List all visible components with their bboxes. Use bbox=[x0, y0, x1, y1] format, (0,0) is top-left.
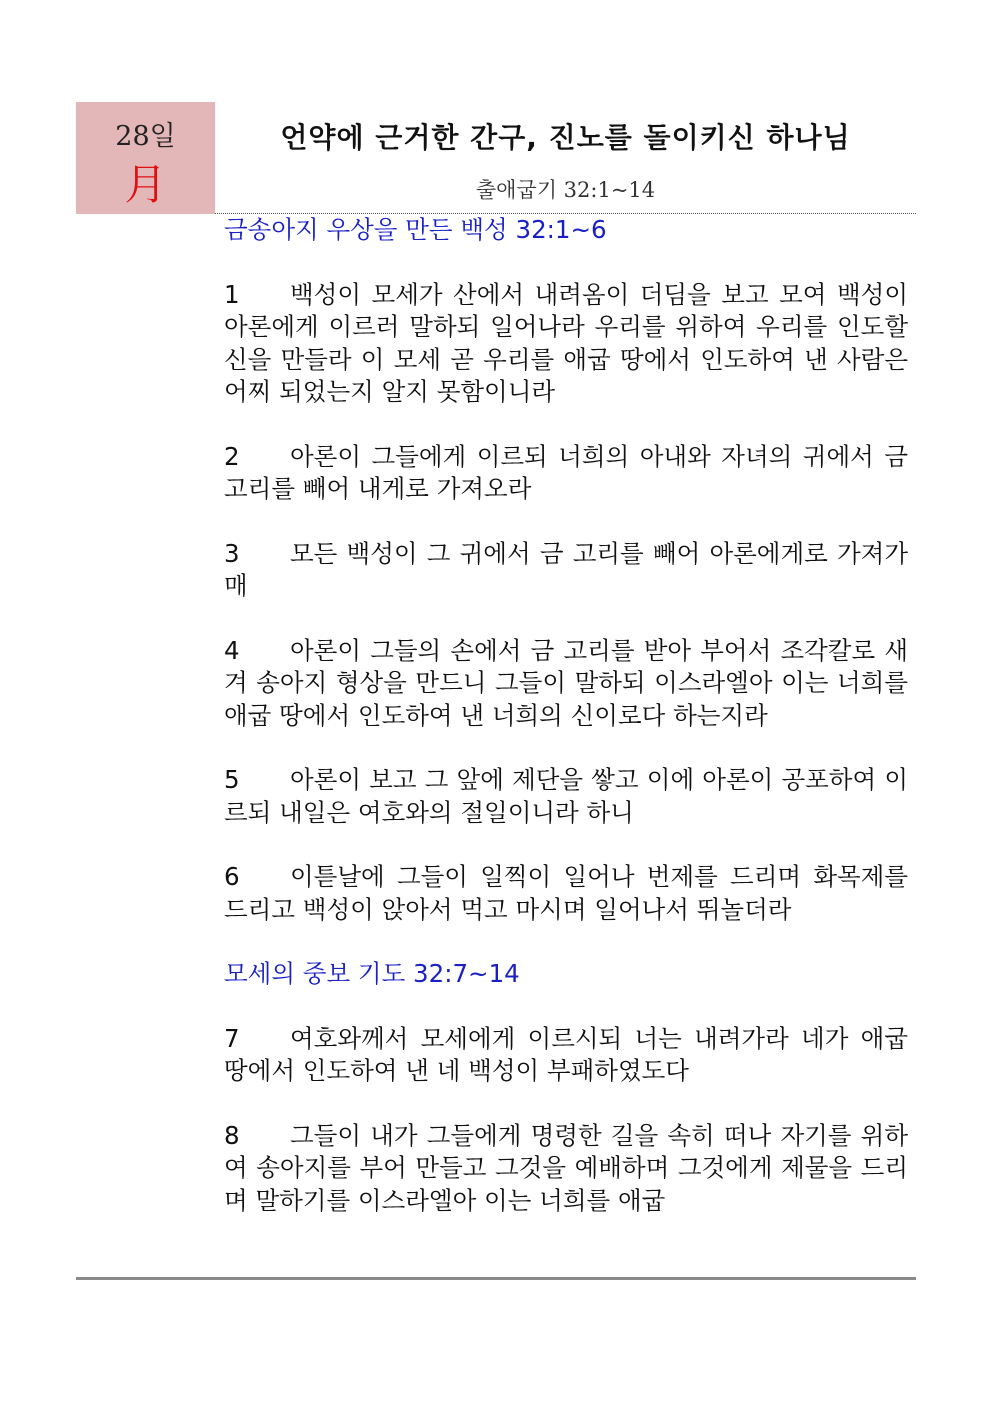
verse-number: 8 bbox=[224, 1120, 240, 1150]
verse bbox=[224, 441, 908, 506]
verse bbox=[224, 538, 908, 603]
date-box bbox=[76, 102, 215, 214]
verse-number: 7 bbox=[224, 1023, 240, 1053]
verse-text: 이튿날에 그들이 일찍이 일어나 번제를 드리며 화목제를 드리고 백성이 앉아서 먹고 마시며 일어나서 뛰놀더라 bbox=[224, 862, 908, 924]
section-heading: 금송아지 우상을 만든 백성 32:1~6 bbox=[224, 215, 607, 244]
verse bbox=[224, 279, 908, 409]
page-title: 언약에 근거한 간구, 진노를 돌이키신 하나님 bbox=[280, 121, 851, 154]
verse-text: 아론이 그들의 손에서 금 고리를 받아 부어서 조각칼로 새겨 송아지 형상을 만드니 그들이 말하되 이스라엘아 이는 너희를 애굽 땅에서 인도하여 낸 너희의 신이로다 하는지라 bbox=[224, 635, 908, 730]
verse-text: 여호와께서 모세에게 이르시되 너는 내려가라 네가 애굽 땅에서 인도하여 낸 네 백성이 부패하였도다 bbox=[224, 1023, 908, 1085]
verse bbox=[224, 1120, 908, 1218]
date-weekday: 月 bbox=[124, 160, 167, 209]
verse bbox=[224, 1023, 908, 1088]
verse-number: 5 bbox=[224, 765, 240, 794]
date-day: 28일 bbox=[115, 121, 176, 152]
verse-number: 2 bbox=[224, 441, 240, 471]
verse-number: 3 bbox=[224, 538, 240, 568]
verse-number: 6 bbox=[224, 862, 240, 891]
verse-number: 1 bbox=[224, 279, 240, 309]
verse bbox=[224, 635, 908, 733]
verse-text: 모든 백성이 그 귀에서 금 고리를 빼어 아론에게로 가져가매 bbox=[224, 538, 908, 600]
scripture-reference: 출애굽기 32:1~14 bbox=[475, 178, 656, 202]
footer-divider bbox=[76, 1277, 916, 1280]
verse-number: 4 bbox=[224, 635, 240, 665]
verse-text: 아론이 그들에게 이르되 너희의 아내와 자녀의 귀에서 금 고리를 빼어 내게로 가져오라 bbox=[224, 441, 908, 503]
scripture-content bbox=[224, 214, 908, 1217]
verse bbox=[224, 764, 908, 829]
verse bbox=[224, 861, 908, 926]
verse-text: 백성이 모세가 산에서 내려옴이 더딤을 보고 모여 백성이 아론에게 이르러 말하되 일어나라 우리를 위하여 우리를 인도할 신을 만들라 이 모세 곧 우리를 애굽 땅에서 인도하여 낸 사람은 어찌 되었는지 알지 못함이니라 bbox=[224, 279, 908, 406]
verse-text: 그들이 내가 그들에게 명령한 길을 속히 떠나 자기를 위하여 송아지를 부어 만들고 그것을 예배하며 그것에게 제물을 드리며 말하기를 이스라엘아 이는 너희를 애굽 bbox=[224, 1120, 908, 1215]
section-heading: 모세의 중보 기도 32:7~14 bbox=[224, 959, 520, 988]
verse-text: 아론이 보고 그 앞에 제단을 쌓고 이에 아론이 공포하여 이르되 내일은 여호와의 절일이니라 하니 bbox=[224, 765, 908, 827]
